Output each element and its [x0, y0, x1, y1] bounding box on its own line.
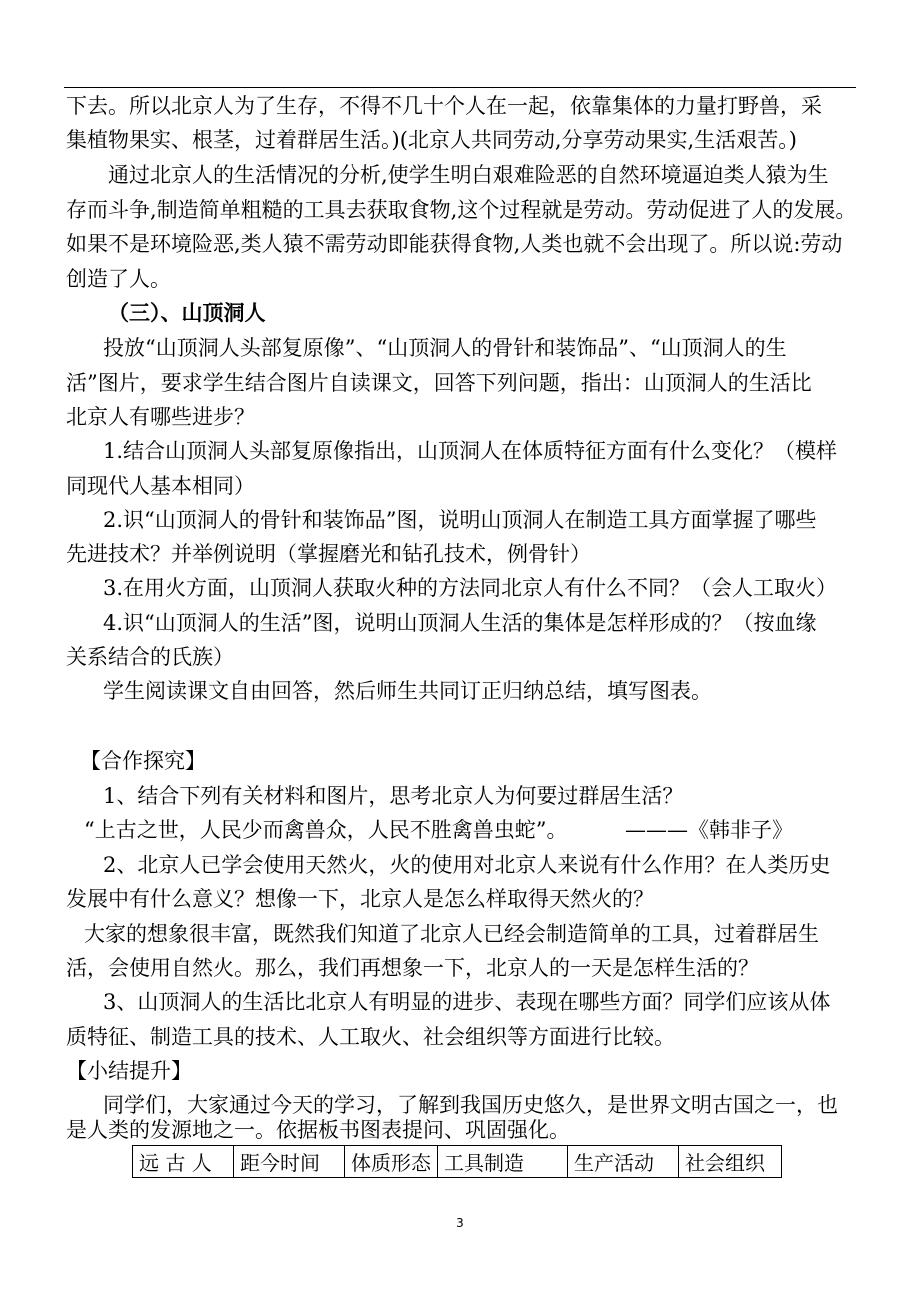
text-line: 同现代人基本相同） — [66, 474, 255, 498]
text-line: 如果不是环境险恶,类人猿不需劳动即能获得食物,人类也就不会出现了。所以说:劳动 — [66, 232, 843, 256]
table-header-cell: 社会组织 — [679, 1146, 782, 1178]
question-line: 3.在用火方面，山顶洞人获取火种的方法同北京人有什么不同？（会人工取火） — [103, 576, 838, 600]
text-line: 2、北京人已学会使用天然火，火的使用对北京人来说有什么作用？在人类历史 — [103, 853, 831, 877]
text-line: 学生阅读课文自由回答，然后师生共同订正归纳总结，填写图表。 — [103, 679, 712, 703]
section-heading: 【小结提升】 — [66, 1059, 192, 1083]
summary-table — [132, 1145, 782, 1178]
section-heading: （三）、山顶洞人 — [108, 300, 266, 325]
table-header-cell: 生产活动 — [568, 1146, 679, 1178]
page-number: 3 — [456, 1216, 464, 1230]
text-line: 存而斗争,制造简单粗糙的工具去获取食物,这个过程就是劳动。劳动促进了人的发展。 — [66, 198, 857, 222]
text-line: 关系结合的氏族） — [66, 645, 234, 669]
text-line: 是人类的发源地之一。依据板书图表提问、巩固强化。 — [66, 1118, 570, 1142]
table-header-cell: 远 古 人 — [133, 1146, 234, 1178]
text-line: 集植物果实、根茎，过着群居生活。)(北京人共同劳动,分享劳动果实,生活艰苦。) — [66, 128, 797, 152]
section-heading: 【合作探究】 — [80, 749, 206, 773]
text-line: 3、山顶洞人的生活比北京人有明显的进步、表现在哪些方面？同学们应该从体 — [103, 990, 831, 1014]
header-rule — [64, 87, 856, 88]
text-line: 活，会使用自然火。那么，我们再想象一下，北京人的一天是怎样生活的？ — [66, 956, 759, 980]
text-line: 北京人有哪些进步？ — [66, 405, 255, 429]
question-line: 4.识“山顶洞人的生活”图，说明山顶洞人生活的集体是怎样形成的？（按血缘 — [103, 611, 817, 635]
text-line: 先进技术？并举例说明（掌握磨光和钻孔技术，例骨针） — [66, 542, 591, 566]
question-line: 1.结合山顶洞人头部复原像指出，山顶洞人在体质特征方面有什么变化？（模样 — [103, 439, 838, 463]
text-line: 质特征、制造工具的技术、人工取火、社会组织等方面进行比较。 — [66, 1025, 675, 1049]
text-line: 同学们，大家通过今天的学习，了解到我国历史悠久，是世界文明古国之一，也 — [103, 1093, 838, 1117]
text-line: 大家的想象很丰富，既然我们知道了北京人已经会制造简单的工具，过着群居生 — [84, 922, 819, 946]
text-line: 下去。所以北京人为了生存，不得不几十个人在一起，依靠集体的力量打野兽，采 — [66, 94, 822, 118]
quote-source: ———《韩非子》 — [625, 818, 793, 842]
table-row — [133, 1146, 782, 1178]
text-line: 活”图片，要求学生结合图片自读课文，回答下列问题，指出：山顶洞人的生活比 — [66, 371, 812, 395]
text-line: 1、结合下列有关材料和图片，思考北京人为何要过群居生活？ — [103, 784, 684, 808]
quote-line: “上古之世，人民少而禽兽众，人民不胜禽兽虫蛇”。 — [84, 818, 568, 842]
text-line: 发展中有什么意义？想像一下，北京人是怎么样取得天然火的？ — [66, 887, 654, 911]
table-header-cell: 距今时间 — [234, 1146, 345, 1178]
text-line: 投放“山顶洞人头部复原像”、“山顶洞人的骨针和装饰品”、“山顶洞人的生 — [103, 336, 787, 360]
text-line: 创造了人。 — [66, 267, 171, 291]
question-line: 2.识“山顶洞人的骨针和装饰品”图，说明山顶洞人在制造工具方面掌握了哪些 — [103, 508, 817, 532]
table-header-cell: 体质形态 — [345, 1146, 438, 1178]
text-line: 通过北京人的生活情况的分析,使学生明白艰难险恶的自然环境逼迫类人猿为生 — [108, 163, 829, 187]
table-header-cell: 工具制造 — [438, 1146, 568, 1178]
